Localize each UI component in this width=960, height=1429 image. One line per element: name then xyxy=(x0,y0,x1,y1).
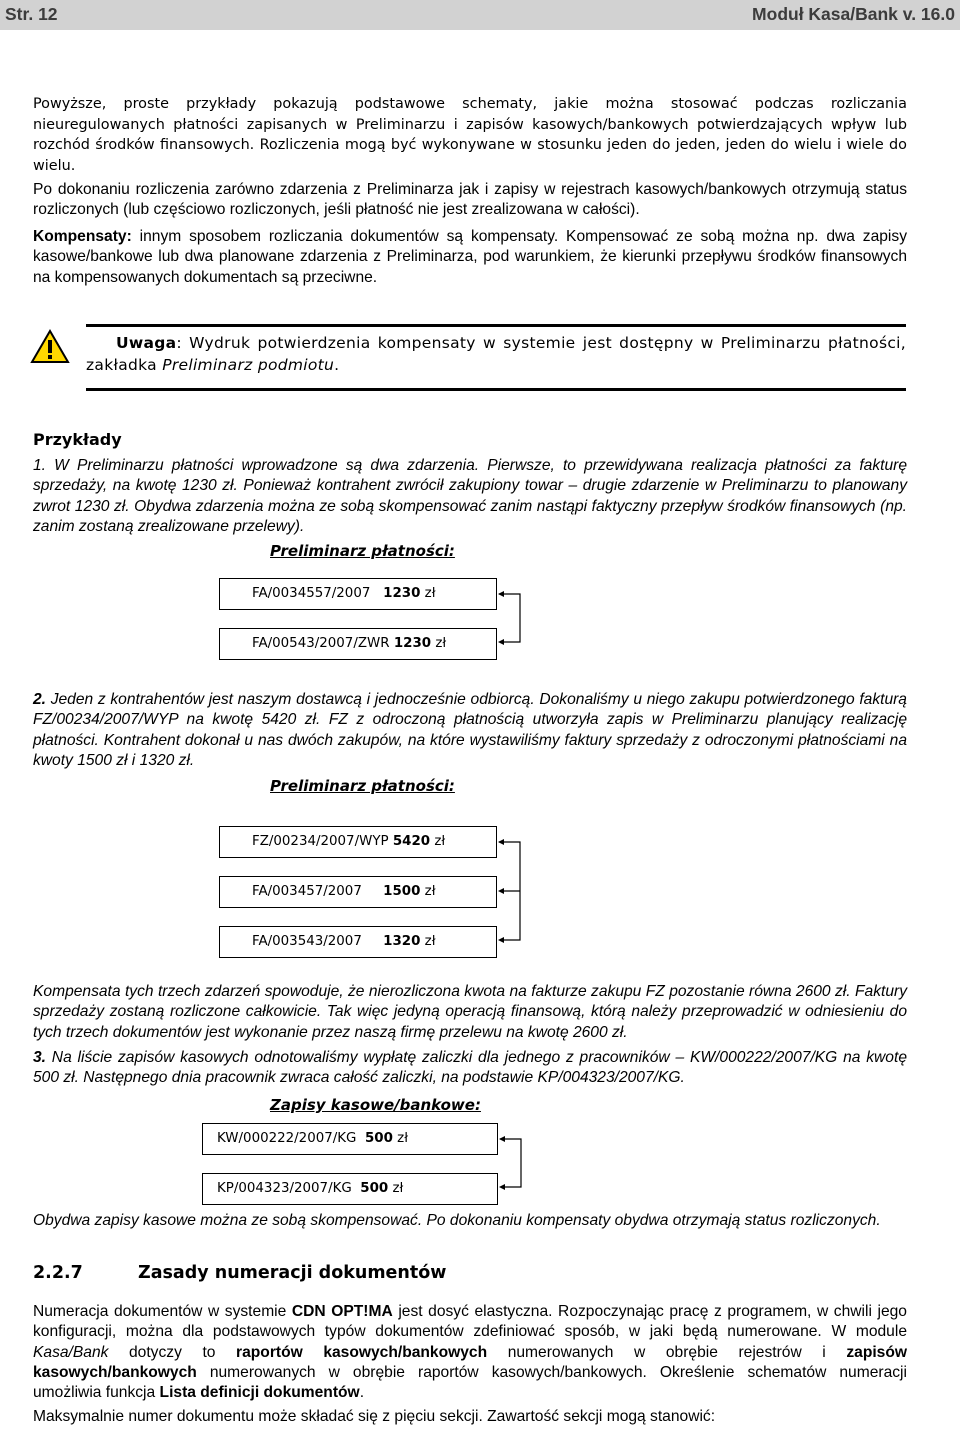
example-3-heading: Zapisy kasowe/bankowe: xyxy=(270,1096,481,1114)
document-box: FA/003543/2007 1320 zł xyxy=(219,926,497,958)
intro-paragraph-1: Powyższe, proste przykłady pokazują podstawowe schematy, jakie można stosować podczas rozliczania nieuregulowanych płatności zapisanych w Preliminarzu i zapisów kasowych/bankowych potwierdzających wpływ lub rozchód środków finansowych. Rozliczenia mogą być wykonywane w stosunku jeden do jeden, jeden do wielu i wiele do wielu. xyxy=(33,96,907,174)
document-box: KP/004323/2007/KG 500 zł xyxy=(202,1173,498,1205)
examples-title: Przykłady xyxy=(33,430,122,449)
page-number: Str. 12 xyxy=(5,4,58,24)
example-1-heading: Preliminarz płatności: xyxy=(270,542,455,560)
document-box: KW/000222/2007/KG 500 zł xyxy=(202,1123,498,1155)
compensation-link xyxy=(497,1135,527,1195)
warning-label: Uwaga xyxy=(116,334,177,352)
example-1-text: 1. W Preliminarzu płatności wprowadzone są dwa zdarzenia. Pierwsze, to przewidywana realizacja płatności za fakturę sprzedaży, na kwotę 1230 zł. Ponieważ kontrahent zwrócił zakupiony towar – drugie zdarzenie w Preliminarzu to planowany zwrot 1230 zł. Obydwa zdarzenia można ze sobą skompensować zanim nastąpi faktyczny przepływ środków finansowych (np. zanim zostaną zrealizowane przelewy). xyxy=(33,457,907,535)
compensation-link xyxy=(496,838,526,948)
document-box: FA/0034557/2007 1230 zł xyxy=(219,578,497,610)
example-3-result: Obydwa zapisy kasowe można ze sobą skompensować. Po dokonaniu kompensaty obydwa otrzymają status rozliczonych. xyxy=(33,1212,881,1229)
document-box: FA/00543/2007/ZWR 1230 zł xyxy=(219,628,497,660)
page-header xyxy=(0,0,960,30)
numbering-last-line: Maksymalnie numer dokumentu może składać się z pięciu sekcji. Zawartość sekcji mogą stanowić: xyxy=(33,1408,716,1425)
module-title: Moduł Kasa/Bank v. 16.0 xyxy=(752,4,955,24)
example-2-result: Kompensata tych trzech zdarzeń spowoduje, że nierozliczona kwota na fakturze zakupu FZ pozostanie równa 2600 zł. Faktury sprzedaży zostaną rozliczone całkowicie. Tak więc jedyną operacją finansową, którą należy przeprowadzić w odniesieniu do tych trzech dokumentów jest wykonanie przez naszą firmę przelewu na kwotę 2600 zł. xyxy=(33,983,907,1041)
example-2-heading: Preliminarz płatności: xyxy=(270,777,455,795)
document-box: FA/003457/2007 1500 zł xyxy=(219,876,497,908)
numbering-paragraph: Numeracja dokumentów w systemie CDN OPT!MA jest dosyć elastyczna. Rozpoczynając pracę z programem, w chwili jego konfiguracji, można dla podstawowych typów dokumentów zdefiniować sposób, w jaki będą numerowane. W module Kasa/Bank dotyczy to raportów kasowych/bankowych numerowanych w obrębie rejestrów i zapisów kasowych/bankowych numerowanych w obrębie raportów kasowych/bankowych. Określenie schematów numeracji umożliwia funkcja Lista definicji dokumentów. xyxy=(33,1303,907,1402)
section-heading: 2.2.7 Zasady numeracji dokumentów xyxy=(33,1263,447,1283)
warning-icon xyxy=(30,329,70,365)
example-3-text: 3. Na liście zapisów kasowych odnotowaliśmy wypłatę zaliczki dla jednego z pracowników – KW/000222/2007/KG na kwotę 500 zł. Następnego dnia pracownik zwraca całość zaliczki, na podstawie KP/004323/2007/KG. xyxy=(33,1049,907,1087)
warning-note: Uwaga: Wydruk potwierdzenia kompensaty w systemie jest dostępny w Preliminarzu płatności, zakładka Preliminarz podmiotu. xyxy=(86,324,906,391)
intro-paragraph-2: Po dokonaniu rozliczenia zarówno zdarzenia z Preliminarza jak i zapisy w rejestrach kasowych/bankowych otrzymują status rozliczonych (lub częściowo rozliczonych, jeśli płatność nie jest zrealizowana w całości). xyxy=(33,181,907,219)
compensation-paragraph: Kompensaty: innym sposobem rozliczania dokumentów są kompensaty. Kompensować ze sobą można np. dwa zapisy kasowe/bankowe lub dwa planowane zdarzenia z Preliminarza, pod warunkiem, że kierunki przepływu środków finansowych na kompensowanych dokumentach są przeciwne. xyxy=(33,228,907,286)
document-box: FZ/00234/2007/WYP 5420 zł xyxy=(219,826,497,858)
example-2-text: 2. Jeden z kontrahentów jest naszym dostawcą i jednocześnie odbiorcą. Dokonaliśmy u niego zakupu potwierdzonego fakturą FZ/00234/2007/WYP na kwotę 5420 zł. FZ z odroczoną płatnością utworzyła zapis w Preliminarzu planujący realizację płatności. Kontrahent dokonał u nas dwóch zakupów, na które wystawiliśmy faktury sprzedaży z odroczonymi płatnościami na kwoty 1500 zł i 1320 zł. xyxy=(33,691,907,769)
compensation-link xyxy=(496,590,526,650)
